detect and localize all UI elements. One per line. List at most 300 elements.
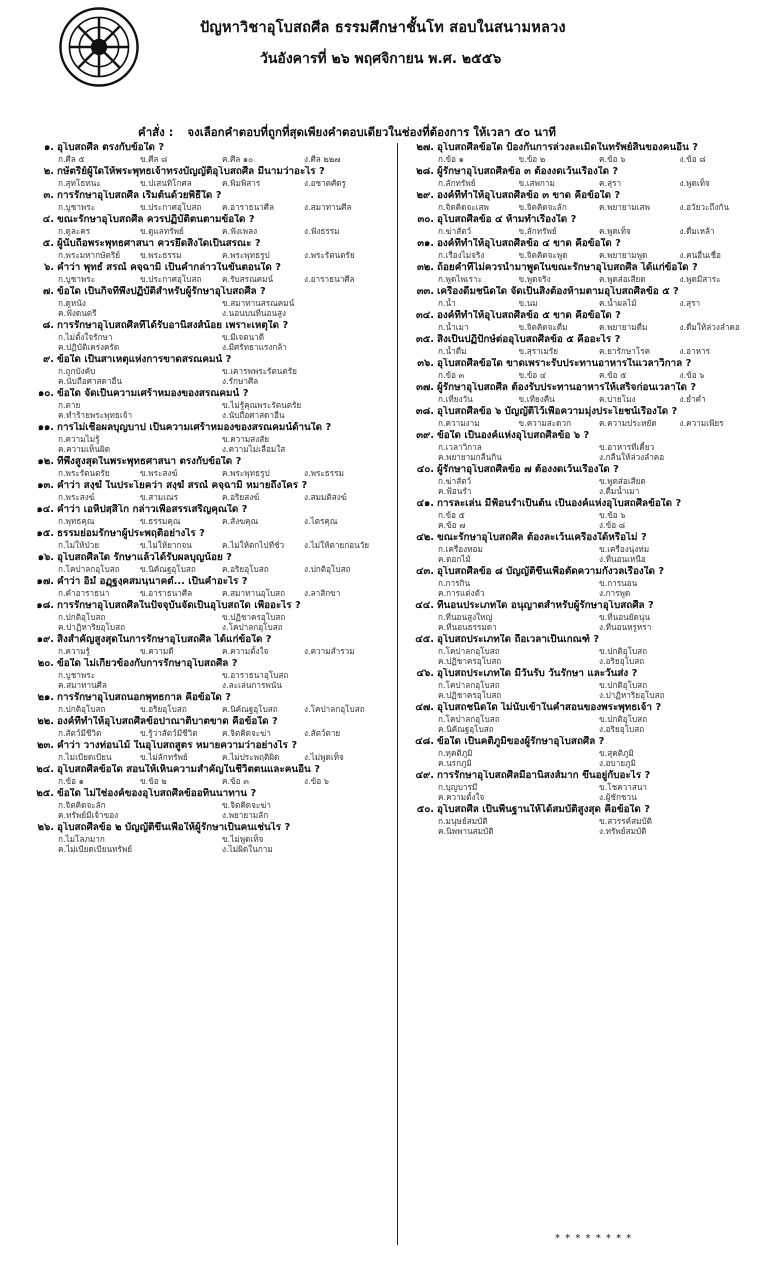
question-stem: อุโบสถชนิดใด ไม่นับเข้าในคำสอนของพระพุทธเจ้า ? (437, 702, 662, 713)
answer-choice[interactable]: ข.พระสงฆ์ (140, 468, 178, 478)
answer-choice[interactable]: ค.สมาทานศีล (58, 680, 107, 690)
answer-choice[interactable]: ก.พูดไพเราะ (438, 274, 482, 284)
answer-choice[interactable]: ก.พระมหากษัตริย์ (58, 250, 121, 260)
answer-choice[interactable]: ก.เครื่องหอม (438, 544, 483, 554)
seal-emblem-icon (58, 6, 140, 88)
question-text (400, 214, 760, 226)
question-number: ๓๑. (417, 238, 434, 249)
answer-choice[interactable]: ก.ตาย (58, 400, 81, 410)
question-text (20, 388, 390, 400)
answer-choice[interactable]: ง.ดื่มให้ล่วงลำคอ (679, 322, 740, 332)
question-text (400, 702, 760, 714)
question-block (20, 822, 390, 856)
question-number: ๒๙. (416, 190, 434, 201)
answer-choice[interactable]: ก.จิตคิดจะลัก (58, 800, 106, 810)
answer-choice[interactable]: ข.ไม่ลักทรัพย์ (140, 752, 188, 762)
question-text (400, 634, 760, 646)
question-text (400, 464, 760, 476)
question-stem: การไม่เชื่อผลบุญบาป เป็นความเศร้าหมองของสรณคมน์ด้านใด ? (57, 422, 332, 433)
answer-choice[interactable]: ข.ปฏิชาครอุโบสถ (222, 612, 286, 622)
answer-choice[interactable]: ง.ผู้ชักชวน (599, 792, 637, 802)
answer-choice[interactable]: ง.นอนบนที่นอนสูง (222, 308, 287, 318)
answer-choice[interactable]: ก.ข้อ ๕ (438, 510, 465, 520)
answer-choice[interactable]: ง.ความเพียร (679, 418, 724, 428)
answer-choice[interactable]: ก.ถูกบังคับ (58, 366, 96, 376)
answer-choice[interactable]: ง.รักษาศีล (222, 376, 259, 386)
answer-choice[interactable]: ก.ข้อ ๑ (58, 776, 84, 786)
question-text (400, 600, 760, 612)
answer-choice[interactable]: ค.ที่นอนธรรมดา (438, 622, 497, 632)
question-stem: อุโบสถศีลข้อ ๔ ห้ามทำเรื่องใด ? (437, 214, 577, 225)
answer-choice[interactable]: ง.ไตรคุณ (304, 516, 338, 526)
answer-choice[interactable]: ค.ทำร้ายพระพุทธเจ้า (58, 410, 133, 420)
choices-row (20, 776, 390, 786)
answer-choice[interactable]: ค.ปฏิบัติเคร่งครัด (58, 342, 120, 352)
answer-choice[interactable]: ก.โคปาลกอุโบสถ (438, 646, 500, 656)
answer-choice[interactable]: ค.บ่ายโมง (599, 394, 636, 404)
answer-choice[interactable]: ค.สมาทานอุโบสถ (222, 588, 286, 598)
question-stem: สิ่งเป็นปฏิปักษ์ต่ออุโบสถศีลข้อ ๕ คืออะไร ? (437, 334, 621, 345)
answer-choice[interactable]: ง.ข้อ ๘ (679, 154, 706, 164)
answer-choice[interactable]: ง.ข้อ ๘ (599, 520, 626, 530)
answer-choice[interactable]: ง.ดื่มน้ำเมา (599, 486, 640, 496)
answer-choice[interactable]: ง.สุรา (679, 298, 701, 308)
choices-row (20, 444, 390, 454)
question-stem: อุโบสถประเภทใด ถือเวลาเป็นเกณฑ์ ? (437, 634, 600, 645)
answer-choice[interactable]: ข.จิตคิดจะลัก (518, 202, 567, 212)
choices-row (400, 154, 760, 164)
answer-choice[interactable]: ข.ข้อ ๒ (518, 154, 546, 164)
answer-choice[interactable]: ค.ทรัพย์มีเจ้าของ (58, 810, 119, 820)
question-block (400, 214, 760, 238)
answer-choice[interactable]: ข.อริยอุโบสถ (140, 704, 187, 714)
answer-choice[interactable]: ง.พยายามลัก (222, 810, 269, 820)
question-text (20, 822, 390, 834)
question-block (400, 286, 760, 310)
answer-choice[interactable]: ค.ความตั้งใจ (438, 792, 485, 802)
question-block (20, 262, 390, 286)
question-number: ๒๐. (37, 658, 54, 669)
answer-choice[interactable]: ค.พยายามดื่ม (599, 322, 648, 332)
answer-choice[interactable]: ค.ข้อ ๗ (438, 520, 466, 530)
answer-choice[interactable]: ค.ความประหยัด (599, 418, 657, 428)
answer-choice[interactable]: ข.ประกาศอุโบสถ (140, 274, 202, 284)
answer-choice[interactable]: ค.สังฆคุณ (222, 516, 259, 526)
question-stem: องค์ที่ทำให้อุโบสถศีลข้อ ๔ ขาด คือข้อใด ? (437, 238, 621, 249)
answer-choice[interactable]: ก.ไม่ให้ป่วย (58, 540, 100, 550)
answer-choice[interactable]: ก.ฆ่าสัตว์ (438, 476, 472, 486)
answer-choice[interactable]: ค.รับสรณคมน์ (222, 274, 274, 284)
question-block (400, 804, 760, 838)
answer-choice[interactable]: ง.ย่ำค่ำ (679, 394, 706, 404)
answer-choice[interactable]: ก.เที่ยงวัน (438, 394, 473, 404)
question-stem: อุโบสถศีลข้อ ๒ บัญญัติขึ้นเพื่อให้ผู้รักษาเป็นคนเช่นไร ? (57, 822, 291, 833)
question-block (400, 190, 760, 214)
answer-choice[interactable]: ข.ปเสนทิโกศล (140, 178, 192, 188)
answer-choice[interactable]: ค.ไม่ประพฤติผิด (222, 752, 280, 762)
question-number: ๕. (42, 238, 54, 249)
answer-choice[interactable]: ข.จิตคิดจะฆ่า (222, 800, 271, 810)
answer-choice[interactable]: ก.จิตคิดจะเสพ (438, 202, 489, 212)
choices-row (400, 578, 760, 588)
answer-choice[interactable]: ข.อาหารที่เคี้ยว (599, 442, 655, 452)
answer-choice[interactable]: ข.ความดี (140, 646, 174, 656)
question-text (400, 382, 760, 394)
answer-choice[interactable]: ค.พูดเท็จ (599, 226, 631, 236)
answer-choice[interactable]: ข.เที่ยงคืน (518, 394, 555, 404)
answer-choice[interactable]: ก.บูชาพระ (58, 202, 96, 212)
choices-row (20, 844, 390, 854)
answer-choice[interactable]: ก.ทุคติภูมิ (438, 748, 473, 758)
answer-choice[interactable]: ก.น้ำ (438, 298, 456, 308)
answer-choice[interactable]: ค.ยารักษาโรค (599, 346, 651, 356)
answer-choice[interactable]: ข.ลักทรัพย์ (518, 226, 557, 236)
answer-choice[interactable]: ค.พยายามกลืนกิน (438, 452, 502, 462)
answer-choice[interactable]: ง.อริยอุโบสถ (599, 656, 645, 666)
answer-choice[interactable]: ข.สามเณร (140, 492, 178, 502)
answer-choice[interactable]: ง.การพูด (599, 588, 631, 598)
question-stem: ผู้รักษาอุโบสถศีลข้อ ๓ ต้องงดเว้นเรื่องใด ? (437, 166, 619, 177)
choices-row (400, 452, 760, 462)
answer-choice[interactable]: ค.ความตั้งใจ (222, 646, 269, 656)
question-text (20, 600, 390, 612)
answer-choice[interactable]: ข.นม (518, 298, 538, 308)
answer-choice[interactable]: ค.พระพุทธรูป (222, 468, 270, 478)
answer-choice[interactable]: ค.พูดส่อเสียด (599, 274, 646, 284)
answer-choice[interactable]: ค.พิมพิสาร (222, 178, 261, 188)
question-stem: ขณะรักษาอุโบสถศีล ต้องละเว้นเครื่องใด้หรือไม่ ? (437, 532, 647, 543)
answer-choice[interactable]: ข.ไม่พูดเท็จ (222, 834, 264, 844)
answer-choice[interactable]: ข.ความสงสัย (222, 434, 270, 444)
answer-choice[interactable]: ค.นิพพานสมบัติ (438, 826, 494, 836)
answer-choice[interactable]: ก.บูชาพระ (58, 274, 96, 284)
question-stem: ข้อใด เป็นคติภูมิของผู้รักษาอุโบสถศีล ? (437, 736, 605, 747)
answer-choice[interactable]: ง.ความไม่เลื่อมใส (222, 444, 286, 454)
question-text (20, 764, 390, 776)
choices-row (400, 442, 760, 452)
question-stem: ข้อใด เป็นกิจที่พึงปฏิบัติสำหรับผู้รักษาอุโบสถศีล ? (57, 286, 266, 297)
answer-choice[interactable]: ข.อาราธนาอุโบสถ (222, 670, 289, 680)
question-stem: ที่พึ่งสูงสุดในพระพุทธศาสนา ตรงกับข้อใด ? (57, 456, 242, 467)
answer-choice[interactable]: ง.คนอื่นเชื่อ (679, 250, 721, 260)
answer-choice[interactable]: ก.เรื่องไม่จริง (438, 250, 485, 260)
question-number: ๔๐. (416, 464, 434, 475)
answer-choice[interactable]: ก.ความไม่รู้ (58, 434, 100, 444)
answer-choice[interactable]: ค.ข้อ ๕ (599, 370, 627, 380)
answer-choice[interactable]: ง.อาราธนาศีล (304, 274, 355, 284)
answer-choice[interactable]: ก.ไม่ตั้งใจรักษา (58, 332, 113, 342)
answer-choice[interactable]: ค.ปฏิชาครอุโบสถ (438, 656, 502, 666)
question-number: ๓๐. (417, 214, 434, 225)
answer-choice[interactable]: ค.นิคัณฐอุโบสถ (438, 724, 494, 734)
question-block (20, 716, 390, 740)
answer-choice[interactable]: ง.โคปาลกอุโบสถ (304, 704, 365, 714)
question-number: ๑๕. (36, 528, 54, 539)
question-number: ๑๓. (37, 480, 54, 491)
question-block (400, 430, 760, 464)
answer-choice[interactable]: ข.ข้อ ๒ (140, 776, 167, 786)
question-block (400, 382, 760, 406)
answer-choice[interactable]: ข.เคารพพระรัตนตรัย (222, 366, 297, 376)
answer-choice[interactable]: ข.พูดส่อเสียด (599, 476, 646, 486)
answer-choice[interactable]: ข.ความสะดวก (518, 418, 572, 428)
question-text (20, 320, 390, 332)
answer-choice[interactable]: ค.นิคัณฐอุโบสถ (222, 704, 278, 714)
answer-choice[interactable]: ง.อริยอุโบสถ (599, 724, 645, 734)
answer-choice[interactable]: ง.ศีล ๒๒๗ (304, 154, 341, 164)
answer-choice[interactable]: ง.ข้อ ๖ (679, 370, 705, 380)
choices-row (400, 520, 760, 530)
question-block (20, 456, 390, 480)
choices-row (400, 418, 760, 428)
questions-right-column (400, 142, 760, 838)
choices-row (20, 540, 390, 550)
answer-choice[interactable]: ข.มีเจตนาดี (222, 332, 265, 342)
answer-choice[interactable]: ค.สุรา (599, 178, 622, 188)
question-stem: คำว่า พุทธํ สรณํ คจฺฉามิ เป็นคำกล่าวในขั้นตอนใด ? (57, 262, 281, 273)
answer-choice[interactable]: ก.พระสงฆ์ (58, 492, 95, 502)
question-block (20, 658, 390, 692)
question-block (400, 532, 760, 566)
answer-choice[interactable]: ข.โชควาสนา (599, 782, 648, 792)
choices-row (400, 322, 760, 332)
answer-choice[interactable]: ง.โคปาลกอุโบสถ (222, 622, 283, 632)
answer-choice[interactable]: ก.บุญบารมี (438, 782, 478, 792)
answer-choice[interactable]: ข.ไม่ให้ยากจน (140, 540, 192, 550)
answer-choice[interactable]: ก.พุทธคุณ (58, 516, 95, 526)
answer-choice[interactable]: ก.ศีล ๕ (58, 154, 85, 164)
question-text (400, 238, 760, 250)
answer-choice[interactable]: ค.ข้อ ๖ (599, 154, 626, 164)
answer-choice[interactable]: ก.ข้อ ๑ (438, 154, 464, 164)
question-number: ๙. (43, 354, 54, 365)
answer-choice[interactable]: ก.สัตว์มีชีวิต (58, 728, 102, 738)
answer-choice[interactable]: ค.ศีล ๑๐ (222, 154, 254, 164)
question-block (20, 528, 390, 552)
answer-choice[interactable]: ค.นรกภูมิ (438, 758, 472, 768)
answer-choice[interactable]: ค.พระพุทธรูป (222, 250, 270, 260)
question-block (20, 238, 390, 262)
answer-choice[interactable]: ง.ไม่พูดเท็จ (304, 752, 344, 762)
answer-choice[interactable]: ค.อริยสงฆ์ (222, 492, 260, 502)
question-number: ๓๔. (416, 310, 434, 321)
answer-choice[interactable]: ง.ที่นอนหรูหรา (599, 622, 652, 632)
answer-choice[interactable]: ก.พระรัตนตรัย (58, 468, 110, 478)
answer-choice[interactable]: ง.ที่นอนเหนือ (599, 554, 646, 564)
answer-choice[interactable]: ก.ความรู้ (58, 646, 91, 656)
answer-choice[interactable]: ก.ดูหนัง (58, 298, 86, 308)
answer-choice[interactable]: ง.พูดมีสาระ (679, 274, 721, 284)
answer-choice[interactable]: ข.ไม่รู้คุณพระรัตนตรัย (222, 400, 302, 410)
answer-choice[interactable]: ง.ปกติอุโบสถ (304, 564, 351, 574)
question-number: ๕๐. (416, 804, 434, 815)
answer-choice[interactable]: ง.ปาฏิหาริยอุโบสถ (599, 690, 665, 700)
answer-choice[interactable]: ก.ไม่โลภมาก (58, 834, 105, 844)
instructions-text: จงเลือกคำตอบที่ถูกที่สุดเพียงคำตอบเดียวในช่องที่ต้องการ ให้เวลา ๕๐ นาที (187, 125, 556, 139)
answer-choice[interactable]: ข.ดูแลทรัพย์ (140, 226, 184, 236)
answer-choice[interactable]: ค.ไม่เบียดเบียนทรัพย์ (58, 844, 133, 854)
choices-row (400, 656, 760, 666)
answer-choice[interactable]: ค.อริยอุโบสถ (222, 564, 269, 574)
question-number: ๒๖. (37, 822, 54, 833)
answer-choice[interactable]: ค.ฟังเพลง (222, 226, 258, 236)
question-text (400, 142, 760, 154)
question-stem: ผู้รักษาอุโบสถศีล ต้องรับประทานอาหารให้เสร็จก่อนเวลาใด ? (437, 382, 697, 393)
answer-choice[interactable]: ค.ฟ้อนรำ (438, 486, 472, 496)
answer-choice[interactable]: ค.จิตคิดจะฆ่า (222, 728, 271, 738)
answer-choice[interactable]: ข.ที่นอนยัดนุ่น (599, 612, 651, 622)
answer-choice[interactable]: ข.สุราเมรัย (518, 346, 559, 356)
answer-choice[interactable]: ก.ฆ่าสัตว์ (438, 226, 472, 236)
answer-choice[interactable]: ค.น้ำผลไม้ (599, 298, 637, 308)
answer-choice[interactable]: ง.ละเล่นการพนัน (222, 680, 282, 690)
question-text (20, 286, 390, 298)
answer-choice[interactable]: ข.ข้อ ๔ (518, 370, 547, 380)
answer-choice[interactable]: ค.ปาฏิหาริยอุโบสถ (58, 622, 126, 632)
question-block (20, 354, 390, 388)
answer-choice[interactable]: ก.โคปาลกอุโบสถ (58, 564, 120, 574)
answer-choice[interactable]: ข.ประกาศอุโบสถ (140, 202, 202, 212)
answer-choice[interactable]: ข.ข้อ ๖ (599, 510, 626, 520)
answer-choice[interactable]: ข.สมาทานสรณคมน์ (222, 298, 295, 308)
question-number: ๒๕. (36, 788, 54, 799)
answer-choice[interactable]: ข.ปกติอุโบสถ (599, 680, 648, 690)
answer-choice[interactable]: ข.พูดจริง (518, 274, 551, 284)
answer-choice[interactable]: ค.นับถือศาสดาอื่น (58, 376, 122, 386)
question-block (400, 142, 760, 166)
question-number: ๔๔. (415, 600, 434, 611)
answer-choice[interactable]: ค.พยายามเสพ (599, 202, 650, 212)
answer-choice[interactable]: ก.ลักทรัพย์ (438, 178, 476, 188)
answer-choice[interactable]: ก.มนุษย์สมบัติ (438, 816, 488, 826)
answer-choice[interactable]: ง.ไม่ให้ตายก่อนวัย (304, 540, 370, 550)
question-text (400, 430, 760, 442)
answer-choice[interactable]: ง.ข้อ ๖ (304, 776, 329, 786)
choices-row (400, 346, 760, 356)
question-text (20, 716, 390, 728)
answer-choice[interactable]: ง.อาหาร (679, 346, 711, 356)
answer-choice[interactable]: ง.ไม่ผิดในกาม (222, 844, 273, 854)
answer-choice[interactable]: ข.ธรรมคุณ (140, 516, 181, 526)
answer-choice[interactable]: ง.อชาตศัตรู (304, 178, 346, 188)
answer-choice[interactable]: ก.ปกติอุโบสถ (58, 612, 106, 622)
answer-choice[interactable]: ง.กลืนให้ล่วงลำคอ (599, 452, 665, 462)
answer-choice[interactable]: ก.ไม่เบียดเบียน (58, 752, 112, 762)
choices-row (20, 752, 390, 762)
answer-choice[interactable]: ข.รู้ว่าสัตว์มีชีวิต (140, 728, 198, 738)
answer-choice[interactable]: ง.ฟังธรรม (304, 226, 340, 236)
exam-date: วันอังคารที่ ๒๖ พฤศจิกายน พ.ศ. ๒๕๕๖ (260, 51, 502, 67)
answer-choice[interactable]: ค.ไม่ให้ตกไปที่ชั่ว (222, 540, 285, 550)
answer-choice[interactable]: ก.บูชาพระ (58, 670, 96, 680)
answer-choice[interactable]: ก.ข้อ ๓ (438, 370, 465, 380)
question-text (400, 804, 760, 816)
question-block (20, 320, 390, 354)
answer-choice[interactable]: ก.สุทโธทนะ (58, 178, 101, 188)
question-stem: ผู้รักษาอุโบสถศีลข้อ ๗ ต้องงดเว้นเรื่องใด ? (437, 464, 619, 475)
instructions (138, 124, 556, 142)
answer-choice[interactable]: ข.เครื่องนุ่งห่ม (599, 544, 650, 554)
answer-choice[interactable]: ข.พระธรรม (140, 250, 182, 260)
answer-choice[interactable]: ข.นิคัณฐอุโบสถ (140, 564, 196, 574)
answer-choice[interactable]: ก.โคปาลกอุโบสถ (438, 714, 500, 724)
answer-choice[interactable]: ก.โคปาลกอุโบสถ (438, 680, 500, 690)
instructions-label: คำสั่ง : (138, 125, 174, 139)
answer-choice[interactable]: ค.ปฏิชาครอุโบสถ (438, 690, 502, 700)
answer-choice[interactable]: ง.ทรัพย์สมบัติ (599, 826, 647, 836)
answer-choice[interactable]: ง.ดื่มเหล้า (679, 226, 715, 236)
choices-row (20, 704, 390, 714)
question-text (400, 262, 760, 274)
choices-row (400, 226, 760, 236)
answer-choice[interactable]: ข.การนอน (599, 578, 638, 588)
question-block (20, 142, 390, 166)
question-number: ๓. (43, 190, 54, 201)
answer-choice[interactable]: ก.ที่นอนสูงใหญ่ (438, 612, 493, 622)
question-block (400, 262, 760, 286)
answer-choice[interactable]: ง.มีศรัทธาแรงกล้า (222, 342, 287, 352)
answer-choice[interactable]: ข.จิตคิดจะดื่ม (518, 322, 568, 332)
answer-choice[interactable]: ก.เวลาวิกาล (438, 442, 482, 452)
answer-choice[interactable]: ข.สวรรค์สมบัติ (599, 816, 652, 826)
question-block (20, 600, 390, 634)
question-number: ๑๖. (37, 552, 54, 563)
choices-row (20, 588, 390, 598)
answer-choice[interactable]: ง.ความสำรวม (304, 646, 355, 656)
answer-choice[interactable]: ง.พระธรรม (304, 468, 344, 478)
question-text (400, 566, 760, 578)
choices-row (400, 554, 760, 564)
answer-choice[interactable]: ง.สมมติสงฆ์ (304, 492, 347, 502)
answer-choice[interactable]: ค.อาราธนาศีล (222, 202, 274, 212)
question-block (400, 600, 760, 634)
answer-choice[interactable]: ข.ปกติอุโบสถ (599, 646, 648, 656)
answer-choice[interactable]: ก.ดูละคร (58, 226, 91, 236)
answer-choice[interactable]: ง.ลาสิกขา (304, 588, 341, 598)
answer-choice[interactable]: ข.อาราธนาศีล (140, 588, 193, 598)
answer-choice[interactable]: ค.ข้อ ๓ (222, 776, 249, 786)
answer-choice[interactable]: ง.สัตว์ตาย (304, 728, 341, 738)
answer-choice[interactable]: ค.ดอกไม้ (438, 554, 471, 564)
answer-choice[interactable]: ข.ศีล ๘ (140, 154, 168, 164)
answer-choice[interactable]: ก.การกิน (438, 578, 471, 588)
question-text (20, 528, 390, 540)
answer-choice[interactable]: ง.นับถือศาสดาอื่น (222, 410, 285, 420)
answer-choice[interactable]: ก.น้ำเมา (438, 322, 469, 332)
answer-choice[interactable]: ง.พูดเท็จ (679, 178, 710, 188)
answer-choice[interactable]: ข.สุคติภูมิ (599, 748, 634, 758)
answer-choice[interactable]: ง.สมาทานศีล (304, 202, 352, 212)
answer-choice[interactable]: ง.อบายภูมิ (599, 758, 636, 768)
answer-choice[interactable]: ค.ฟังดนตรี (58, 308, 97, 318)
answer-choice[interactable]: ข.จิตคิดจะพูด (518, 250, 568, 260)
answer-choice[interactable]: ข.ปกติอุโบสถ (599, 714, 648, 724)
answer-choice[interactable]: ค.การแต่งตัว (438, 588, 485, 598)
answer-choice[interactable]: ข.เสพกาม (518, 178, 555, 188)
question-stem: การรักษาอุโบสถศีลในปัจจุบันจัดเป็นอุโบสถใด เพื่ออะไร ? (57, 600, 301, 611)
question-stem: คำว่า สงฺฆํ ในประโยคว่า สงฺฆํ สรณํ คจฺฉามิ หมายถึงใคร ? (57, 480, 308, 491)
answer-choice[interactable]: ค.พยายามพูด (599, 250, 648, 260)
answer-choice[interactable]: ก.คำอาราธนา (58, 588, 110, 598)
answer-choice[interactable]: ก.น้ำดื่ม (438, 346, 467, 356)
answer-choice[interactable]: ก.ปกติอุโบสถ (58, 704, 106, 714)
answer-choice[interactable]: ง.พระรัตนตรัย (304, 250, 355, 260)
choices-row (20, 834, 390, 844)
question-number: ๑๐. (37, 388, 54, 399)
answer-choice[interactable]: ค.ความเห็นผิด (58, 444, 111, 454)
answer-choice[interactable]: ง.อวัยวะถึงกัน (679, 202, 729, 212)
answer-choice[interactable]: ก.ความงาม (438, 418, 480, 428)
